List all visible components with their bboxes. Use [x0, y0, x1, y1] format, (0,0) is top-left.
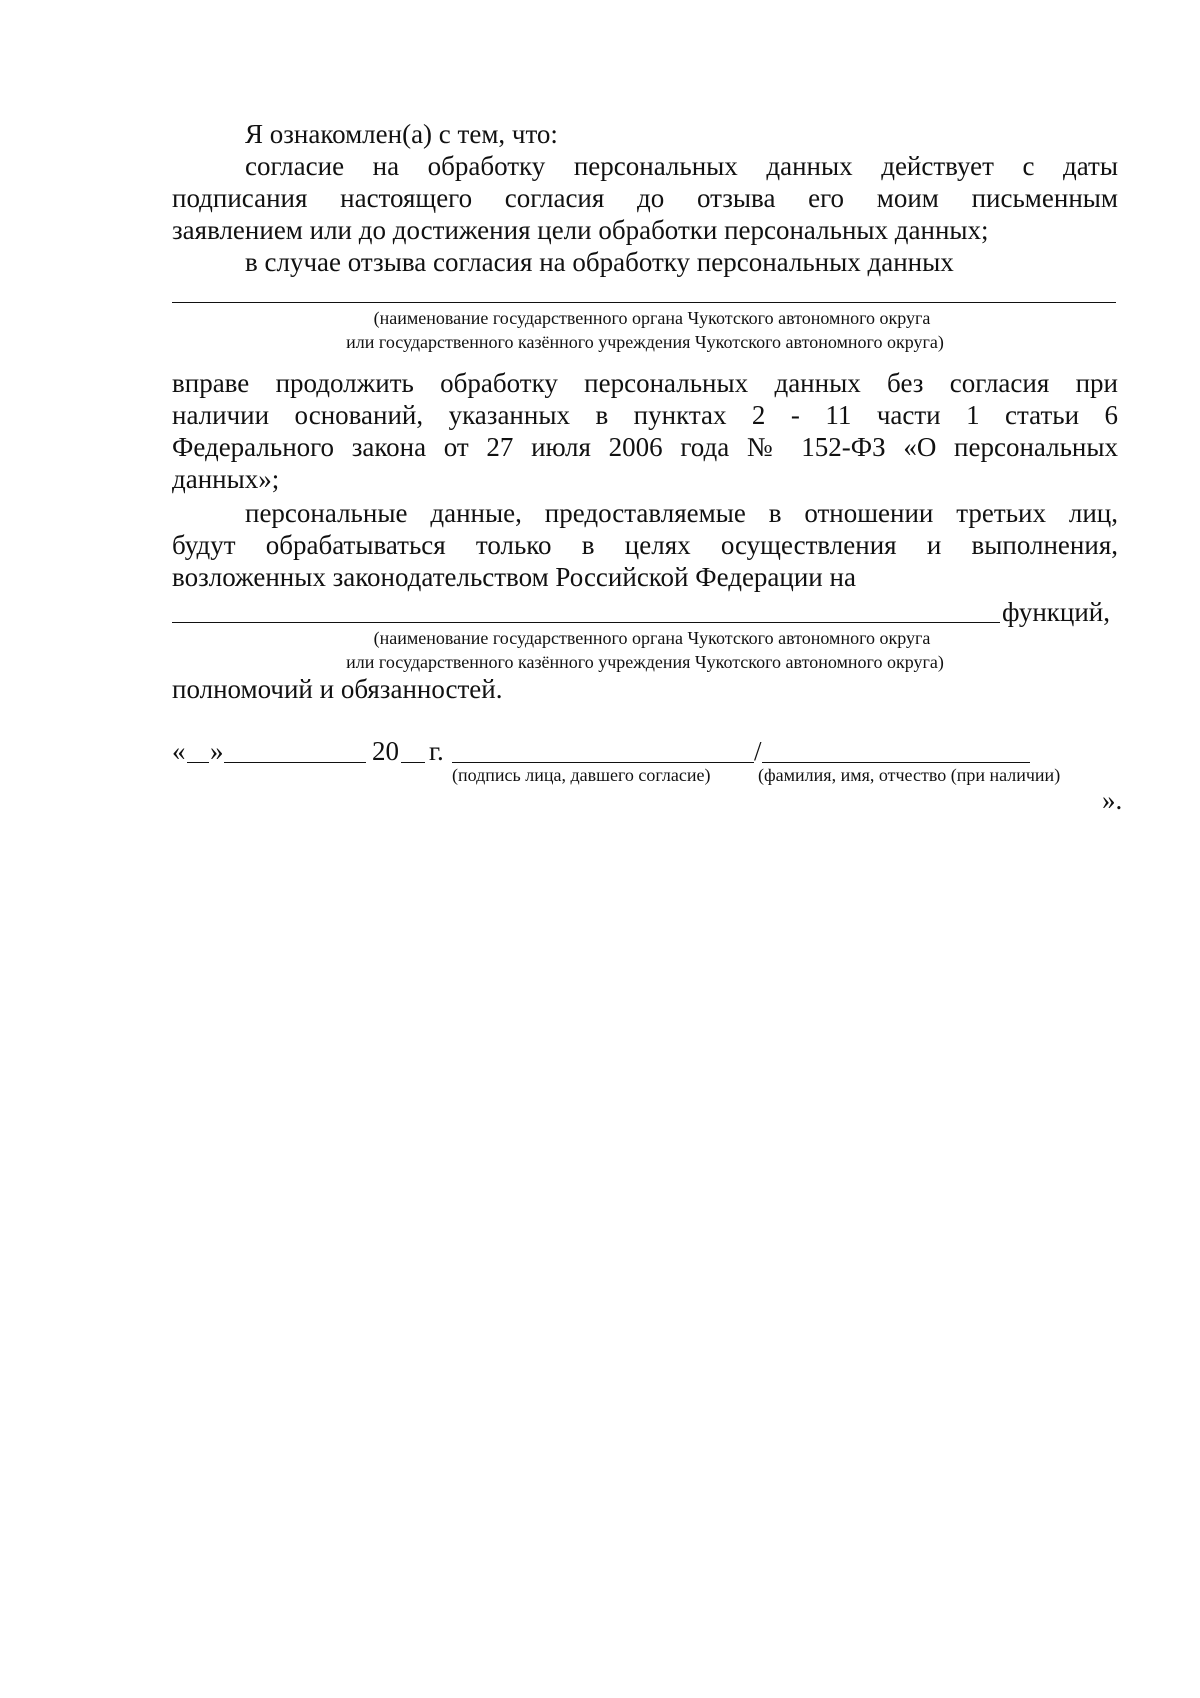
- paragraph-third-parties: [172, 497, 1118, 593]
- full-name-blank: [762, 762, 1030, 763]
- paragraph-acknowledgement: [172, 118, 1118, 278]
- caption-line: (наименование государственного органа Чукотского автономного округа: [373, 628, 931, 648]
- org-name-blank-line: [172, 622, 1000, 623]
- text-line: подписания настоящего согласия до отзыва его моим письменным: [172, 183, 1118, 213]
- text-line: согласие на обработку персональных данных действует с даты: [245, 151, 1118, 181]
- functions-word: функций,: [1002, 597, 1110, 627]
- text-line: заявлением или до достижения цели обработки персональных данных;: [172, 215, 989, 245]
- signature-blank: [452, 762, 754, 763]
- closing-line: полномочий и обязанностей.: [172, 674, 503, 704]
- caption-line: или государственного казённого учреждения Чукотского автономного округа): [346, 332, 944, 352]
- date-open-quote: «: [172, 736, 186, 766]
- date-close-quote: »: [210, 736, 224, 766]
- year-prefix: 20: [372, 736, 399, 766]
- org-name-blank-line: [172, 302, 1116, 303]
- text-line: Федерального закона от 27 июля 2006 года № 152-ФЗ «О персональных: [172, 432, 1118, 462]
- text-line: наличии оснований, указанных в пунктах 2 - 11 части 1 статьи 6: [172, 400, 1118, 430]
- org-caption-1: [172, 306, 1118, 354]
- full-name-caption: (фамилия, имя, отчество (при наличии): [758, 765, 1061, 785]
- text-line: данных»;: [172, 464, 280, 494]
- org-caption-2: [172, 626, 1118, 674]
- text-line: персональные данные, предоставляемые в отношении третьих лиц,: [245, 498, 1118, 528]
- day-blank: [187, 762, 209, 763]
- text-line: вправе продолжить обработку персональных данных без согласия при: [172, 368, 1118, 398]
- caption-line: (наименование государственного органа Чукотского автономного округа: [373, 308, 931, 328]
- signature-separator: /: [754, 736, 762, 766]
- text-line: возложенных законодательством Российской Федерации на: [172, 562, 856, 592]
- signature-caption: (подпись лица, давшего согласие): [452, 765, 711, 785]
- year-blank: [401, 762, 425, 763]
- month-blank: [224, 762, 366, 763]
- text-line: в случае отзыва согласия на обработку персональных данных: [245, 247, 954, 277]
- caption-line: или государственного казённого учреждения Чукотского автономного округа): [346, 652, 944, 672]
- year-suffix: г.: [429, 736, 444, 766]
- text-line: будут обрабатываться только в целях осуществления и выполнения,: [172, 530, 1118, 560]
- end-mark: ».: [1102, 785, 1123, 815]
- intro-line: Я ознакомлен(а) с тем, что:: [245, 119, 558, 149]
- paragraph-legal-basis: [172, 367, 1118, 495]
